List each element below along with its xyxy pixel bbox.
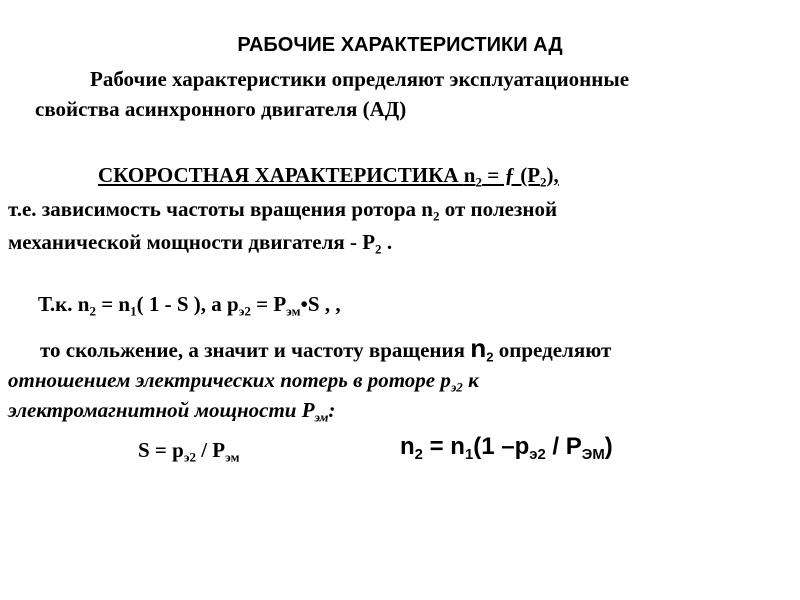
fn-n1-sub: 1 <box>464 447 474 464</box>
dep2-sub: 2 <box>375 241 382 257</box>
fs-mid: / Р <box>195 438 226 462</box>
since-end: •S , , <box>300 292 341 316</box>
since-n1-sub: 1 <box>130 303 137 319</box>
then-line-2 <box>8 368 479 393</box>
fn-eq: = n <box>422 433 465 460</box>
since-formula-line <box>38 292 341 317</box>
speed-formula <box>400 433 613 464</box>
fn-div: / Р <box>545 433 582 460</box>
fn-n: n <box>400 433 415 460</box>
since-mid: = n <box>95 292 131 316</box>
intro-line-1: Рабочие характеристики определяют эксплуатационные <box>90 67 630 91</box>
then-line-1 <box>40 333 611 364</box>
fs-lead: S = р <box>138 438 184 462</box>
speed-n: n <box>463 163 476 187</box>
speed-eq: = ƒ (Р <box>481 163 541 187</box>
fn-pe2-sub: э2 <box>529 447 546 464</box>
dep2-text: механической мощности двигателя - Р <box>8 230 376 254</box>
then2-sub: э2 <box>450 379 463 395</box>
dep1-text: т.е. зависимость частоты вращения ротора n <box>8 197 433 221</box>
then1-text: то скольжение, а значит и частоту вращения <box>40 338 471 362</box>
dep1-sub: 2 <box>432 208 440 224</box>
fn-pem-sub: ЭМ <box>581 447 605 464</box>
since-lead: Т.к. n <box>38 292 90 316</box>
intro-line-2: свойства асинхронного двигателя (АД) <box>35 97 407 121</box>
speed-p-sub: 2 <box>540 174 547 190</box>
fn-open: (1 –р <box>473 433 530 460</box>
speed-close: ), <box>546 163 559 187</box>
dep2-end: . <box>381 230 393 254</box>
since-eq: = Р <box>250 292 287 316</box>
fn-close: ) <box>604 433 613 460</box>
dependency-line-1 <box>8 197 557 222</box>
then1-sub: 2 <box>486 349 494 365</box>
then2-end: к <box>462 368 479 392</box>
slip-formula <box>138 438 240 463</box>
then1-n: n <box>470 333 487 363</box>
fn-n-sub: 2 <box>414 447 423 464</box>
then3-sub: эм <box>314 409 329 425</box>
dep1-end: от полезной <box>439 197 558 221</box>
page-title: РАБОЧИЕ ХАРАКТЕРИСТИКИ АД <box>237 34 563 56</box>
since-rest: ( 1 - S ), а р <box>136 292 239 316</box>
since-pe2-sub: э2 <box>238 303 251 319</box>
then3-end: : <box>328 398 336 422</box>
dependency-line-2 <box>8 230 392 255</box>
speed-characteristic-heading <box>98 163 559 188</box>
then1-end: определяют <box>493 338 612 362</box>
then3-text: электромагнитной мощности Р <box>8 398 315 422</box>
fs-sub1: э2 <box>183 449 196 465</box>
since-n2-sub: 2 <box>89 303 96 319</box>
speed-n-sub: 2 <box>475 174 482 190</box>
then-line-3 <box>8 398 335 423</box>
since-pem-sub: эм <box>286 303 301 319</box>
fs-sub2: эм <box>225 449 240 465</box>
then2-text: отношением электрических потерь в роторе р <box>8 368 451 392</box>
speed-label: СКОРОСТНАЯ ХАРАКТЕРИСТИКА <box>98 163 464 187</box>
